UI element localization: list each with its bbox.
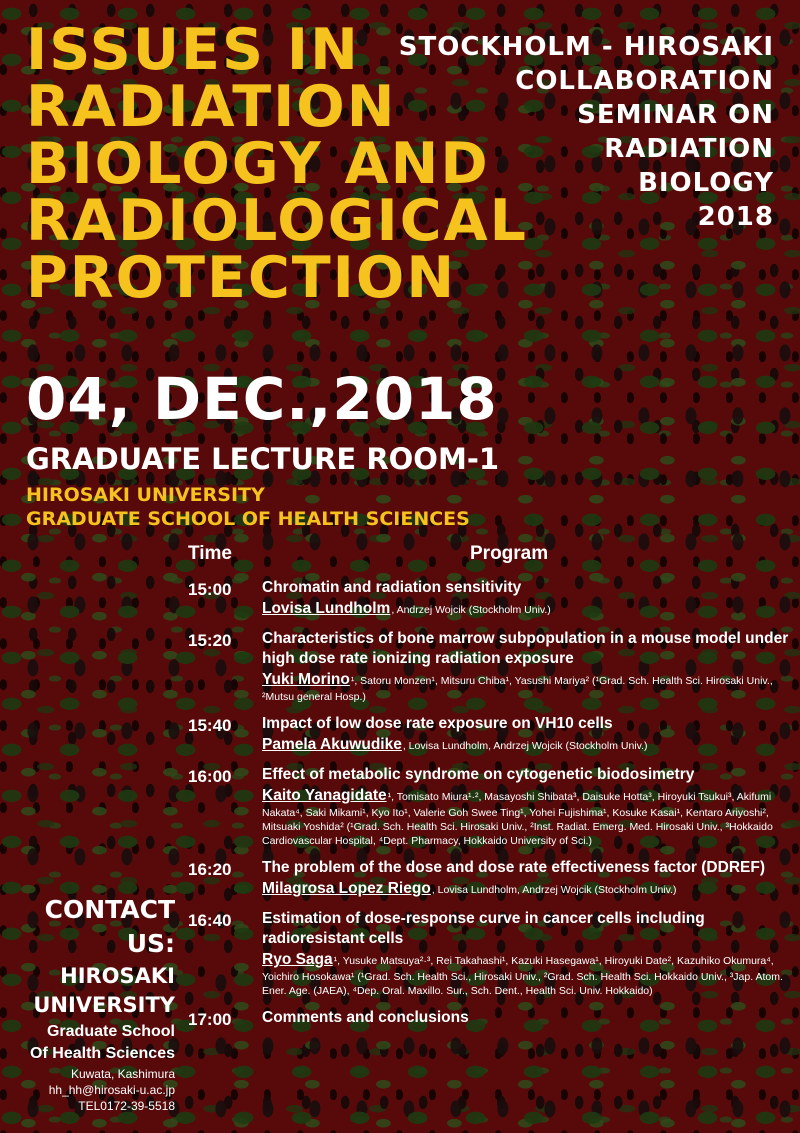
entry-title: Characteristics of bone marrow subpopulation in a mouse model under high dose rate ionizing radiation exposure bbox=[262, 630, 789, 667]
entry-coauthors: , Lovisa Lundholm, Andrzej Wojcik (Stockholm Univ.) bbox=[402, 740, 648, 752]
entry-coauthors: ¹, Yusuke Matsuya²·³, Rei Takahashi¹, Kazuki Hasegawa¹, Hiroyuki Date², Kazuhiko Okumura⁴, Yoichiro Hosokawa¹ (¹Grad. Sch. Health Sci., Hirosaki Univ., ²Grad. Sch. Health Sci. Hokkaido Univ., ³Jap. Atom. Ener. Age. (JAEA), ⁴Dep. Oral. Maxillo. Sur., Sch. Dent., Health Sci. Univ. Hokkaido) bbox=[262, 955, 783, 997]
entry-title: Estimation of dose-response curve in cancer cells including radioresistant cells bbox=[262, 910, 705, 947]
entry-coauthors: ¹, Satoru Monzen¹, Mitsuru Chiba¹, Yasushi Mariya² (¹Grad. Sch. Health Sci. Hirosaki Univ., ²Mutsu general Hosp.) bbox=[262, 675, 773, 703]
entry-authors bbox=[262, 786, 790, 848]
program-entry bbox=[186, 858, 790, 899]
seminar-line: 2018 bbox=[697, 202, 774, 232]
entry-title: The problem of the dose and dose rate effectiveness factor (DDREF) bbox=[262, 859, 765, 876]
entry-coauthors: ¹, Tomisato Miura¹·², Masayoshi Shibata³, Daisuke Hotta³, Hiroyuki Tsukui³, Akifumi Nakata⁴, Saki Mikami¹, Kyo Ito¹, Valerie Goh Swee Ting¹, Yohei Fujishima¹, Kosuke Kasai¹, Kentaro Ariyoshi², Mitsuaki Yoshida² (¹Grad. Sch. Health Sci. Hirosaki Univ., ²Inst. Radiat. Emerg. Med. Hirosaki Univ., ³Hokkaido Cardiovascular Hospital, ⁴Dept. Pharmacy, Hokkaido University of Sci.) bbox=[262, 791, 773, 847]
contact-title: US: bbox=[126, 929, 175, 958]
entry-presenter: Pamela Akuwudike bbox=[262, 736, 402, 753]
entry-title: Comments and conclusions bbox=[262, 1009, 469, 1026]
contact-block bbox=[0, 893, 175, 1114]
time-column-header: Time bbox=[188, 543, 233, 564]
entry-title: Chromatin and radiation sensitivity bbox=[262, 579, 522, 596]
entry-authors bbox=[262, 735, 790, 755]
entry-coauthors: , Lovisa Lundholm, Andrzej Wojcik (Stockholm Univ.) bbox=[431, 884, 677, 896]
entry-time: 15:00 bbox=[188, 580, 232, 599]
university-line: HIROSAKI UNIVERSITY bbox=[26, 484, 265, 506]
entry-time: 16:00 bbox=[188, 767, 232, 786]
program-list bbox=[186, 578, 790, 1038]
entry-title: Impact of low dose rate exposure on VH10 cells bbox=[262, 715, 613, 732]
event-date: 04, DEC.,2018 bbox=[26, 365, 498, 433]
contact-address: Kuwata, Kashimura bbox=[70, 1067, 175, 1081]
entry-time: 17:00 bbox=[188, 1010, 232, 1029]
entry-authors bbox=[262, 599, 790, 619]
program-entry bbox=[186, 714, 790, 755]
program-entry bbox=[186, 909, 790, 998]
seminar-title bbox=[399, 30, 774, 234]
contact-title: CONTACT bbox=[44, 895, 175, 924]
entry-coauthors: , Andrzej Wojcik (Stockholm Univ.) bbox=[391, 604, 551, 616]
seminar-line: BIOLOGY bbox=[638, 168, 774, 198]
title-line: RADIOLOGICAL bbox=[26, 188, 528, 254]
seminar-line: COLLABORATION bbox=[515, 66, 774, 96]
entry-title: Effect of metabolic syndrome on cytogenetic biodosimetry bbox=[262, 766, 695, 783]
program-entry bbox=[186, 629, 790, 704]
entry-presenter: Ryo Saga bbox=[262, 951, 333, 968]
event-room: GRADUATE LECTURE ROOM-1 bbox=[26, 442, 500, 476]
program-entry bbox=[186, 1008, 790, 1028]
title-line: PROTECTION bbox=[26, 245, 457, 311]
contact-email[interactable]: hh_hh@hirosaki-u.ac.jp bbox=[48, 1083, 175, 1097]
entry-time: 16:20 bbox=[188, 860, 232, 879]
program-table-header bbox=[186, 543, 786, 569]
entry-presenter: Milagrosa Lopez Riego bbox=[262, 880, 431, 897]
contact-school: Of Health Sciences bbox=[30, 1045, 175, 1062]
contact-phone: TEL0172-39-5518 bbox=[78, 1099, 175, 1113]
program-entry bbox=[186, 765, 790, 848]
entry-time: 15:40 bbox=[188, 716, 232, 735]
entry-authors bbox=[262, 879, 790, 899]
contact-org: UNIVERSITY bbox=[33, 993, 175, 1017]
seminar-line: RADIATION bbox=[604, 134, 774, 164]
title-line: RADIATION bbox=[26, 74, 397, 140]
seminar-line: SEMINAR ON bbox=[577, 100, 774, 130]
title-line: BIOLOGY AND bbox=[26, 131, 490, 197]
entry-authors bbox=[262, 670, 790, 704]
entry-presenter: Kaito Yanagidate bbox=[262, 787, 387, 804]
school-line: GRADUATE SCHOOL OF HEALTH SCIENCES bbox=[26, 508, 470, 530]
contact-school: Graduate School bbox=[46, 1023, 175, 1040]
program-column-header: Program bbox=[470, 543, 549, 564]
entry-time: 16:40 bbox=[188, 911, 232, 930]
entry-presenter: Lovisa Lundholm bbox=[262, 600, 391, 617]
entry-authors bbox=[262, 950, 790, 998]
seminar-line: STOCKHOLM - HIROSAKI bbox=[398, 32, 774, 62]
entry-time: 15:20 bbox=[188, 631, 232, 650]
entry-presenter: Yuki Morino bbox=[262, 671, 350, 688]
program-entry bbox=[186, 578, 790, 619]
contact-org: HIROSAKI bbox=[60, 964, 175, 988]
title-line: ISSUES IN bbox=[26, 17, 360, 83]
host-university bbox=[26, 483, 470, 531]
